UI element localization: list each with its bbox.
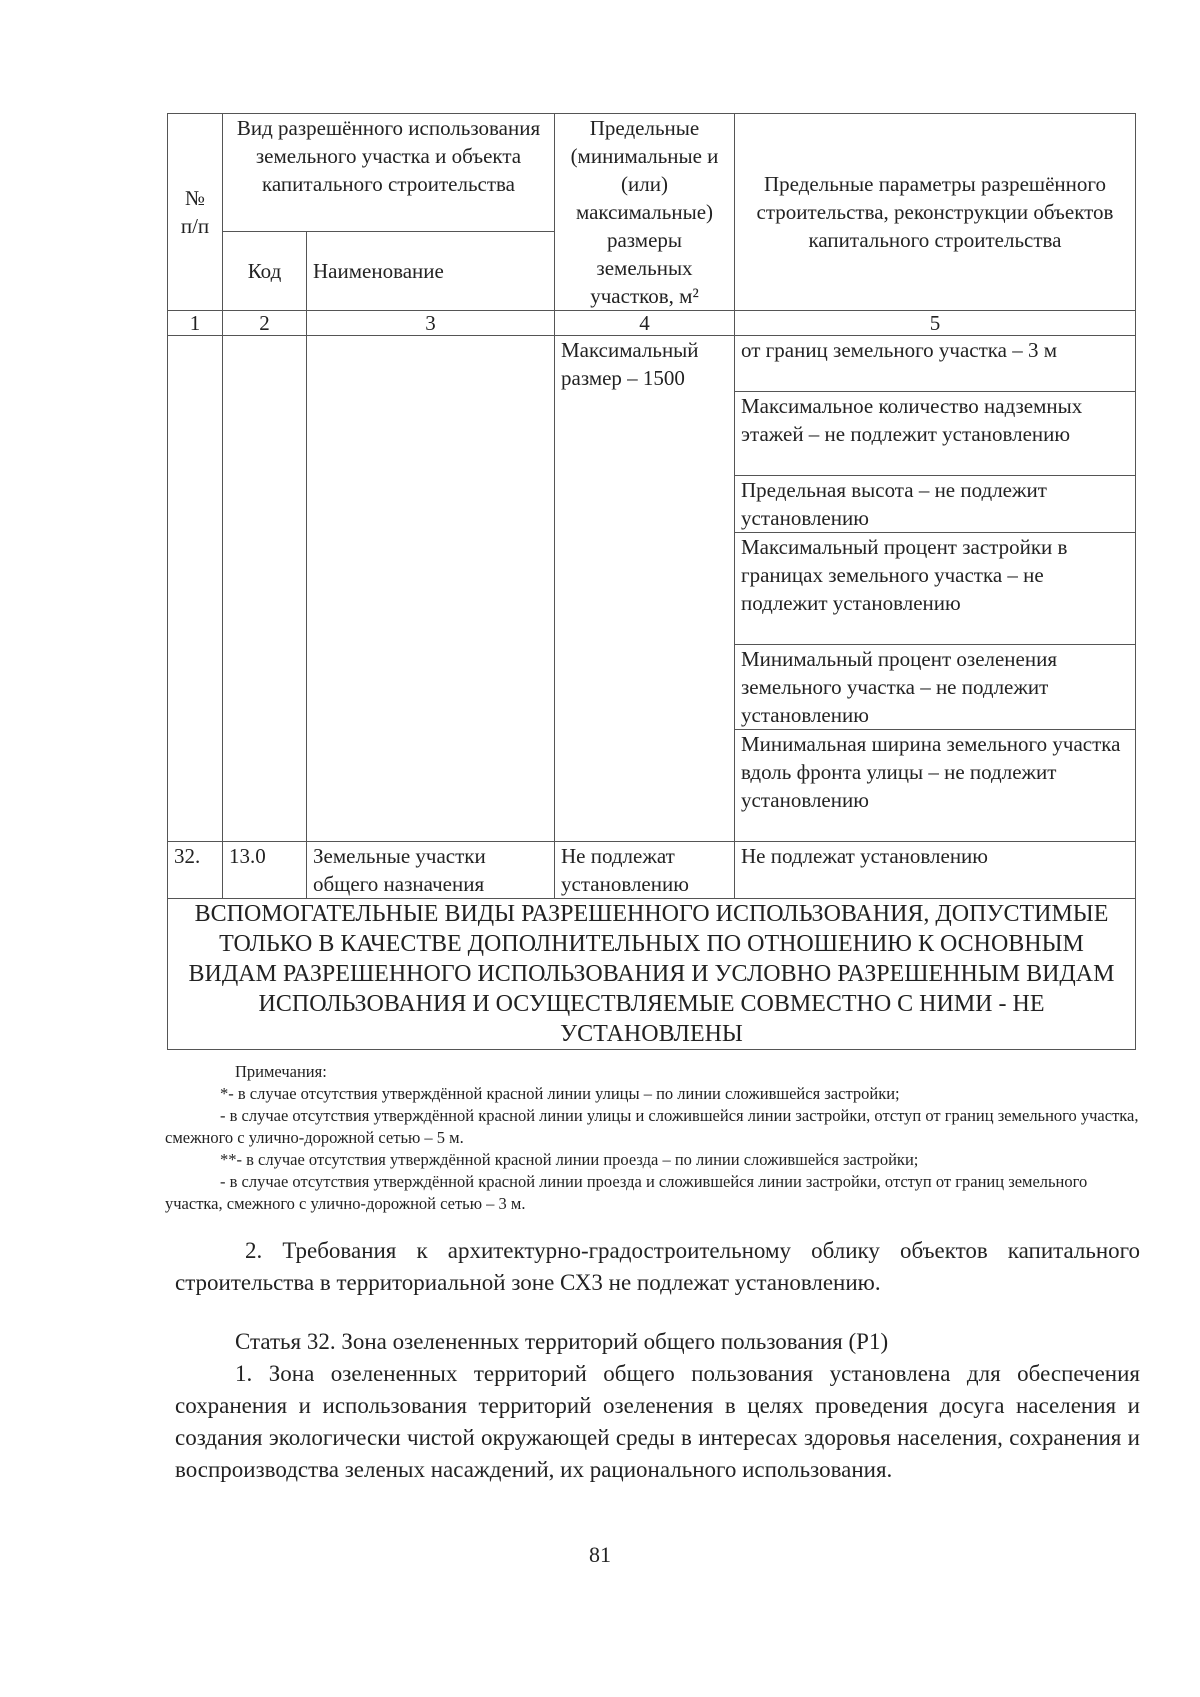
table-row [168, 842, 1136, 899]
page-number: 81 [589, 1542, 611, 1567]
param-cell: Предельная высота – не подлежит установлению [735, 476, 1136, 533]
param-cell: Минимальный процент озеленения земельного участка – не подлежит установлению [735, 645, 1136, 730]
paragraph-2: 2. Требования к архитектурно-градостроительному облику объектов капитального строительства в территориальной зоне СХ3 не подлежат установлению. [175, 1238, 1140, 1295]
auxiliary-uses-banner: ВСПОМОГАТЕЛЬНЫЕ ВИДЫ РАЗРЕШЕННОГО ИСПОЛЬЗОВАНИЯ, ДОПУСТИМЫЕ ТОЛЬКО В КАЧЕСТВЕ ДОПОЛНИТЕЛЬНЫХ ПО ОТНОШЕНИЮ К ОСНОВНЫМ ВИДАМ РАЗРЕШЕННОГО ИСПОЛЬЗОВАНИЯ И УСЛОВНО РАЗРЕШЕННЫМ ВИДАМ ИСПОЛЬЗОВАНИЯ И ОСУЩЕСТВЛЯЕМЫЕ СОВМЕСТНО С НИМИ - НЕ УСТАНОВЛЕНЫ [168, 899, 1136, 1050]
note-item: - в случае отсутствия утверждённой красной линии улицы и сложившейся линии застройки, отступ от границ земельного участка, смежного с улично-дорожной сетью – 5 м. [165, 1106, 1139, 1147]
cont-size-cell: Максимальный размер – 1500 [555, 336, 735, 842]
col-num-5: 5 [735, 311, 1136, 336]
header-kind: Вид разрешённого использования земельного участка и объекта капитального строительства [223, 114, 555, 232]
paragraph-1: 1. Зона озелененных территорий общего пользования установлена для обеспечения сохранения и использования территорий озеленения в целях проведения досуга населения и создания экологически чистой окружающей среды в интересах здоровья населения, сохранения и воспроизводства зеленых насаждений, их рационального использования. [175, 1361, 1140, 1482]
article-heading: Статья 32. Зона озелененных территорий общего пользования (Р1) [235, 1329, 889, 1354]
column-number-row [168, 311, 1136, 336]
header-code: Код [223, 232, 307, 311]
col-num-3: 3 [307, 311, 555, 336]
row-code: 13.0 [223, 842, 307, 899]
row-num: 32. [168, 842, 223, 899]
notes-title: Примечания: [235, 1062, 327, 1081]
row-name: Земельные участки общего назначения [307, 842, 555, 899]
param-cell: от границ земельного участка – 3 м [735, 336, 1136, 392]
header-name: Наименование [307, 232, 555, 311]
note-item: - в случае отсутствия утверждённой красной линии проезда и сложившейся линии застройки, отступ от границ земельного участка, смежного с улично-дорожной сетью – 3 м. [165, 1172, 1088, 1213]
note-item: *- в случае отсутствия утверждённой красной линии улицы – по линии сложившейся застройки; [220, 1084, 900, 1103]
col-num-4: 4 [555, 311, 735, 336]
zoning-table [167, 113, 1136, 1050]
cont-num-cell [168, 336, 223, 842]
param-cell: Максимальное количество надземных этажей – не подлежит установлению [735, 392, 1136, 476]
row-size: Не подлежат установлению [555, 842, 735, 899]
col-num-2: 2 [223, 311, 307, 336]
param-cell: Максимальный процент застройки в границах земельного участка – не подлежит установлению [735, 533, 1136, 645]
header-params: Предельные параметры разрешённого строительства, реконструкции объектов капитального строительства [735, 114, 1136, 311]
note-item: **- в случае отсутствия утверждённой красной линии проезда – по линии сложившейся застройки; [220, 1150, 919, 1169]
col-num-1: 1 [168, 311, 223, 336]
cont-name-cell [307, 336, 555, 842]
row-params: Не подлежат установлению [735, 842, 1136, 899]
cont-code-cell [223, 336, 307, 842]
header-num: № п/п [168, 114, 223, 311]
notes [165, 1061, 1140, 1215]
param-cell: Минимальная ширина земельного участка вдоль фронта улицы – не подлежит установлению [735, 730, 1136, 842]
header-sizes: Предельные (минимальные и (или) максимальные) размеры земельных участков, м² [555, 114, 735, 311]
